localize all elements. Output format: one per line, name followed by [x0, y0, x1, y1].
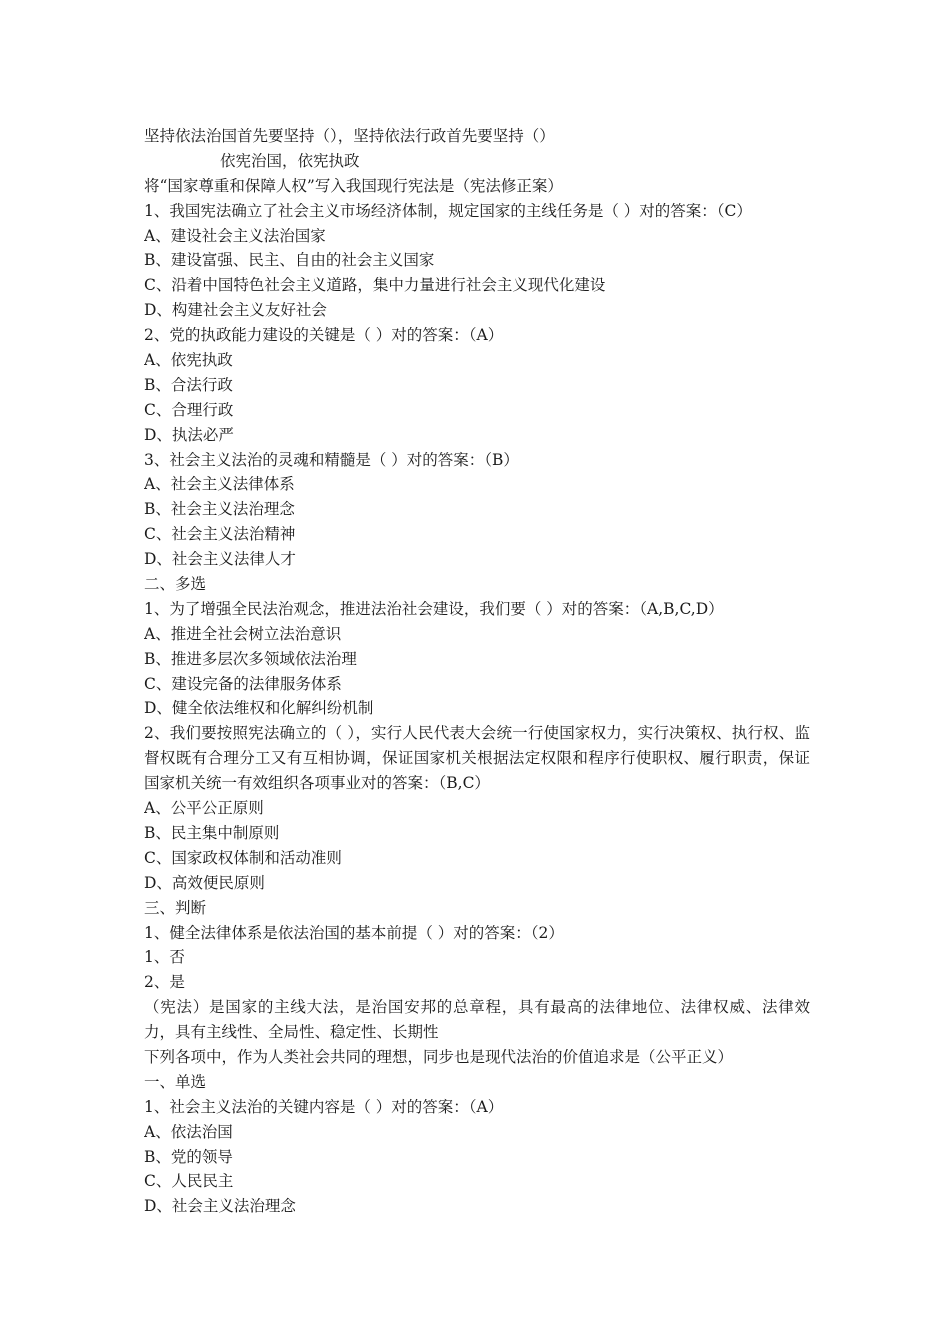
option-line: C、国家政权体制和活动准则: [144, 848, 342, 867]
option-line: A、依宪执政: [144, 351, 233, 370]
question-line: 1、健全法律体系是依法治国的基本前提（ ）对的答案：（2）: [144, 923, 564, 942]
option-line: D、社会主义法治理念: [144, 1197, 296, 1216]
question-paragraph: 2、我们要按照宪法确立的（ ），实行人民代表大会统一行使国家权力，实行决策权、执行权、监督权既有合理分工又有互相协调，保证国家机关根据法定权限和程序行使职权、履行职责，保证国家机关统一有效组织各项事业对的答案：（B,C）: [144, 724, 810, 793]
option-line: B、建设富强、民主、自由的社会主义国家: [144, 251, 435, 270]
question-line: 3、社会主义法治的灵魂和精髓是（ ）对的答案：（B）: [144, 450, 519, 469]
option-line: A、社会主义法律体系: [144, 475, 295, 494]
question-line: 将“国家尊重和保障人权”写入我国现行宪法是（宪法修正案）: [144, 176, 563, 195]
option-line: C、人民民主: [144, 1172, 234, 1191]
option-line: A、建设社会主义法治国家: [144, 226, 326, 245]
option-line: D、高效便民原则: [144, 873, 265, 892]
option-line: C、合理行政: [144, 400, 234, 419]
option-line: D、构建社会主义友好社会: [144, 301, 327, 320]
question-line: 1、社会主义法治的关键内容是（ ）对的答案：（A）: [144, 1097, 504, 1116]
option-line: B、社会主义法治理念: [144, 500, 295, 519]
question-line: 2、党的执政能力建设的关键是（ ）对的答案：（A）: [144, 326, 504, 345]
option-line: B、党的领导: [144, 1147, 233, 1166]
option-line: C、社会主义法治精神: [144, 525, 296, 544]
option-line: 1、否: [144, 948, 185, 967]
option-line: A、推进全社会树立法治意识: [144, 624, 342, 643]
option-line: B、合法行政: [144, 375, 233, 394]
question-paragraph: （宪法）是国家的主线大法，是治国安邦的总章程，具有最高的法律地位、法律权威、法律效力，具有主线性、全局性、稳定性、长期性: [144, 998, 810, 1042]
option-line: 2、是: [144, 973, 185, 992]
document-body: [144, 124, 810, 1219]
option-line: D、执法必严: [144, 425, 234, 444]
question-line: 1、为了增强全民法治观念，推进法治社会建设，我们要（ ）对的答案：（A,B,C,D）: [144, 599, 724, 618]
section-heading: 三、判断: [144, 898, 207, 917]
option-line: C、建设完备的法律服务体系: [144, 674, 342, 693]
option-line: C、沿着中国特色社会主义道路，集中力量进行社会主义现代化建设: [144, 276, 606, 295]
question-line: 1、我国宪法确立了社会主义市场经济体制，规定国家的主线任务是（ ）对的答案：（C）: [144, 201, 752, 220]
option-line: D、健全依法维权和化解纠纷机制: [144, 699, 374, 718]
question-line: 坚持依法治国首先要坚持（），坚持依法行政首先要坚持（）: [144, 127, 555, 145]
option-line: A、依法治国: [144, 1122, 233, 1141]
option-line: B、民主集中制原则: [144, 823, 280, 842]
question-line: 下列各项中，作为人类社会共同的理想，同步也是现代法治的价值追求是（公平正义）: [144, 1048, 734, 1067]
section-heading: 二、多选: [144, 575, 207, 594]
option-line: D、社会主义法律人才: [144, 550, 296, 569]
option-line: A、公平公正原则: [144, 799, 264, 818]
option-line: B、推进多层次多领域依法治理: [144, 649, 357, 668]
section-heading: 一、单选: [144, 1072, 207, 1091]
answer-line: 依宪治国，依宪执政: [220, 151, 360, 170]
